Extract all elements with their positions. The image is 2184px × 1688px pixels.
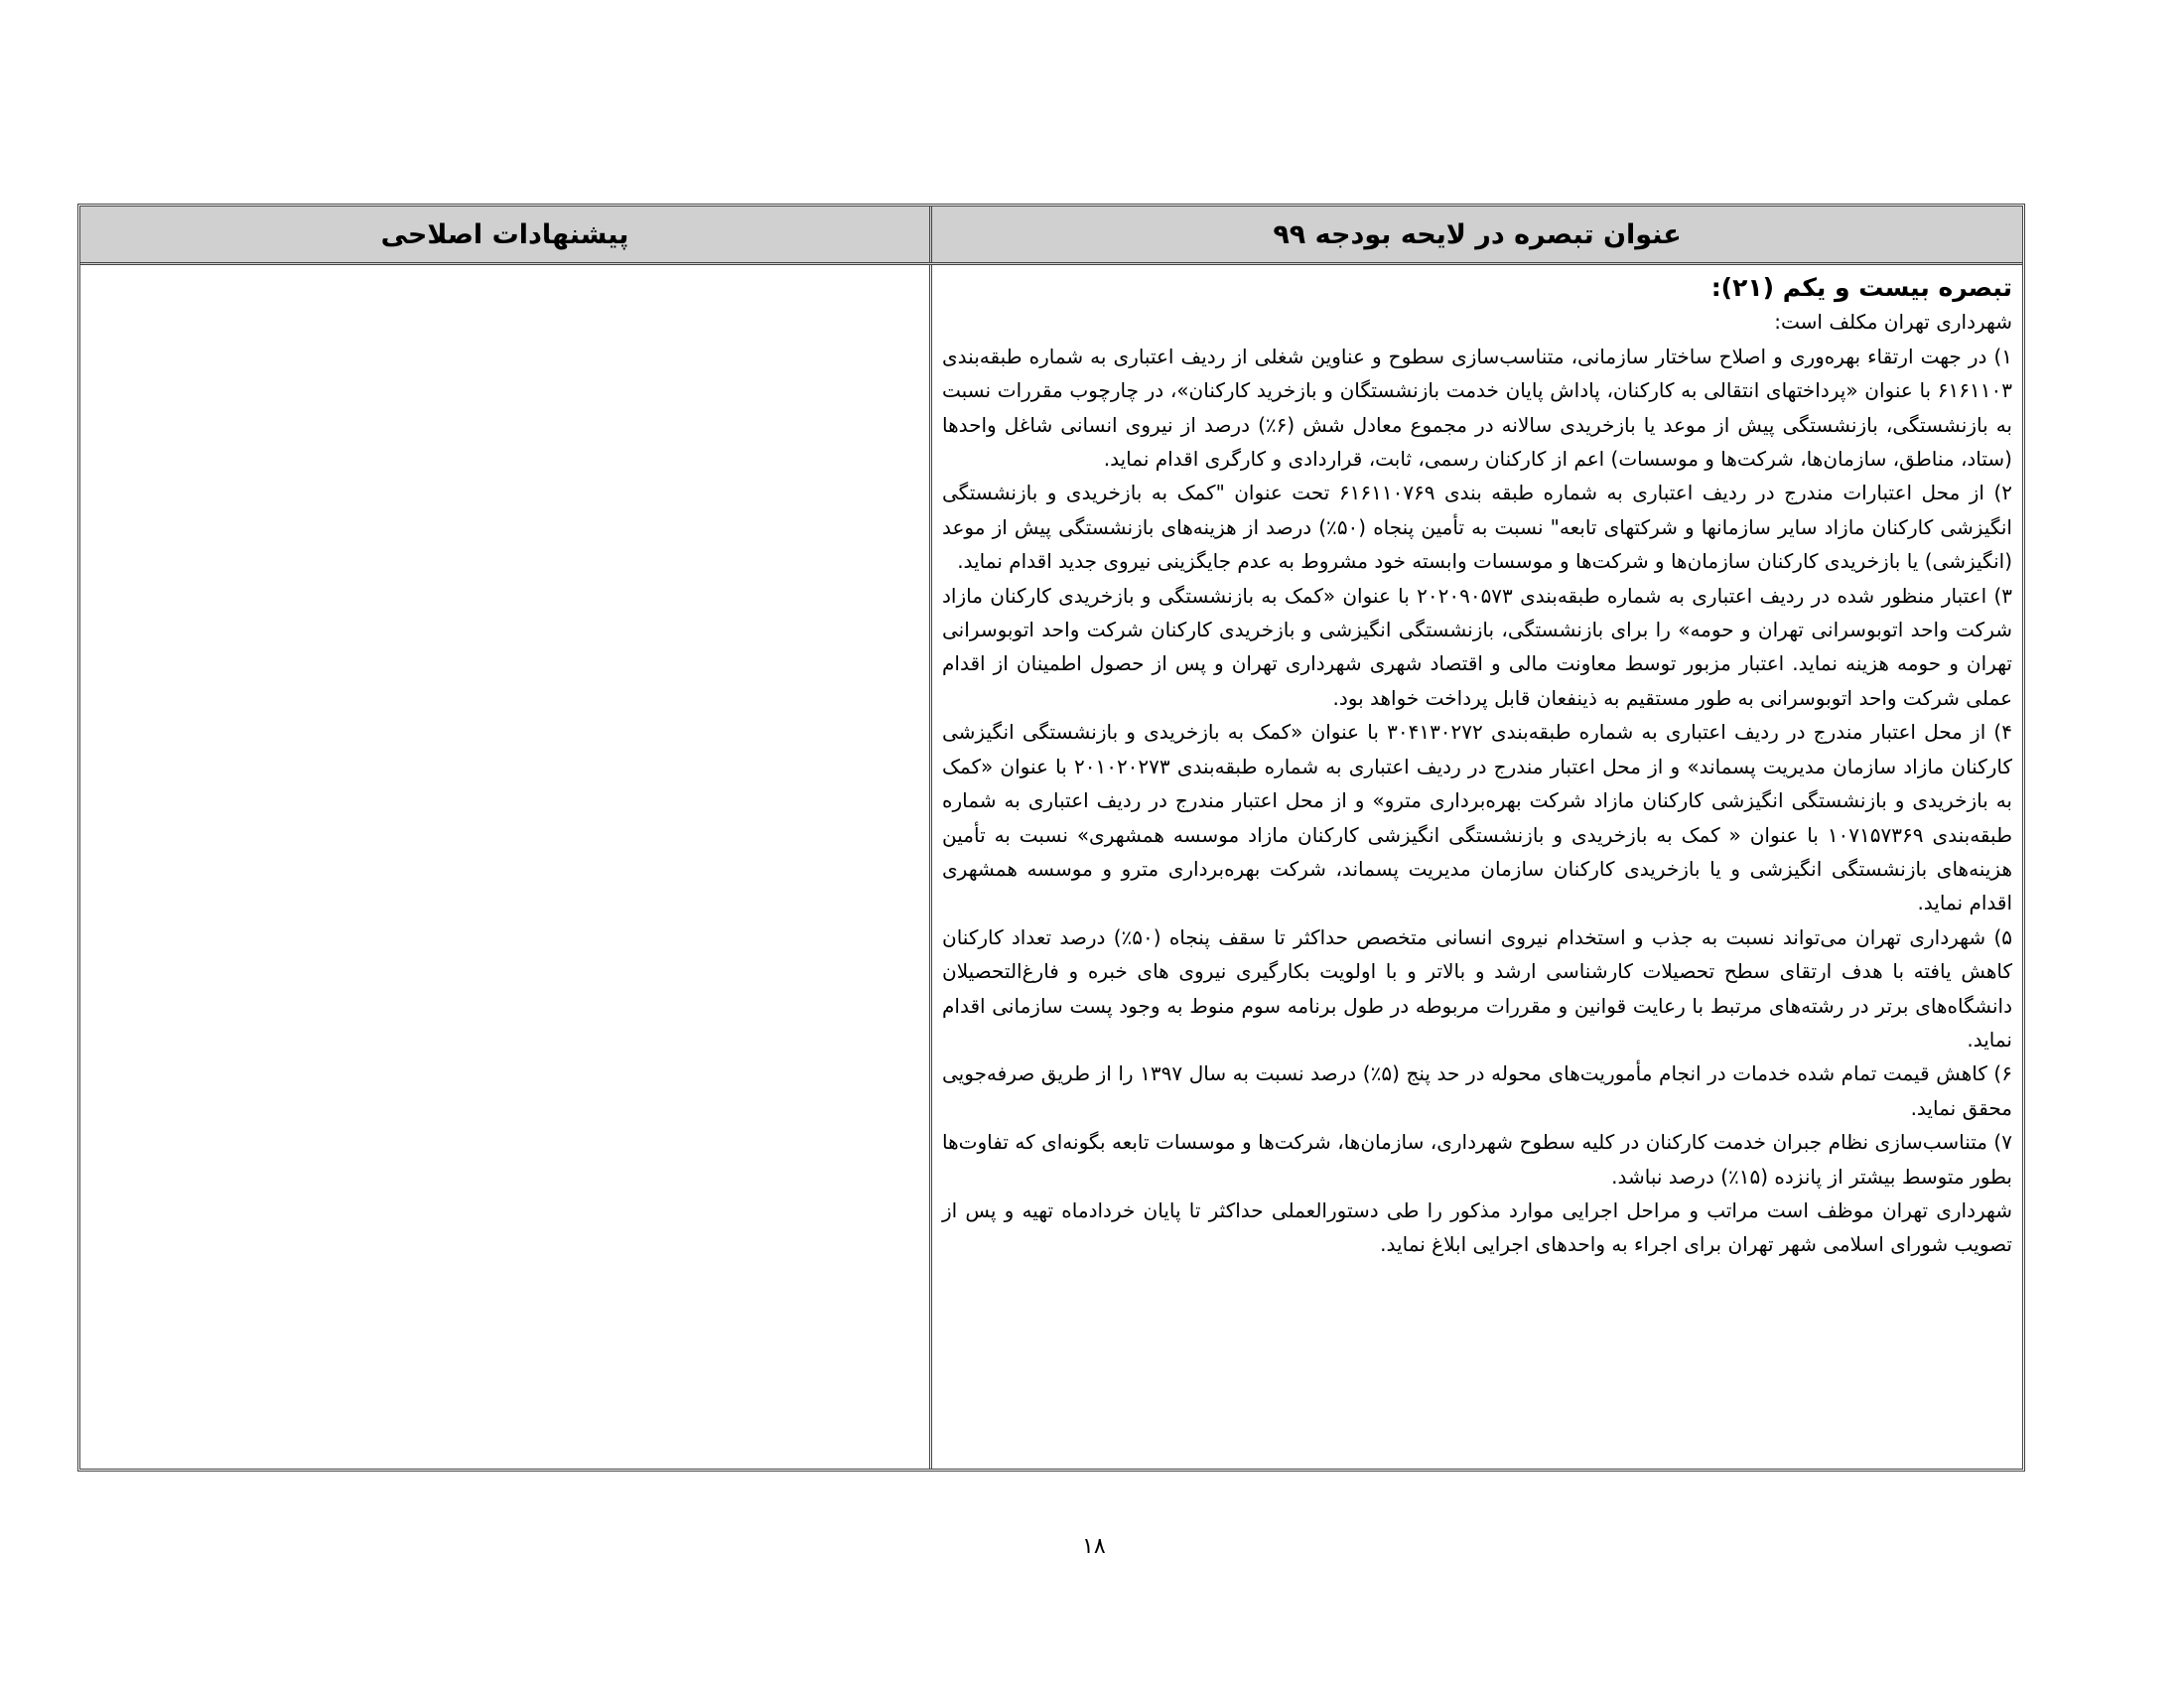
suggestions-cell — [80, 265, 932, 1469]
table-header — [80, 207, 2022, 265]
note-paragraph-7: ۷) متناسب‌سازی نظام جبران خدمت کارکنان در کلیه سطوح شهرداری، سازمان‌ها، شرکت‌ها و موسسات تابعه بگونه‌ای که تفاوت‌ها بطور متوسط بیشتر از پانزده (۱۵٪) درصد نباشد. — [942, 1130, 2012, 1189]
page-number: ۱۸ — [1082, 1534, 1106, 1559]
note-heading: تبصره بیست و یکم (۲۱): — [1710, 273, 2012, 302]
header-note-title: عنوان تبصره در لایحه بودجه ۹۹ — [1273, 218, 1682, 250]
note-intro: شهرداری تهران مکلف است: — [1774, 310, 2012, 335]
note-cell — [932, 265, 2022, 1469]
note-paragraph-1: ۱) در جهت ارتقاء بهره‌وری و اصلاح ساختار سازمانی، متناسب‌سازی سطوح و عناوین شغلی از ردیف اعتباری به شماره طبقه‌بندی ۶۱۶۱۱۰۳ با عنوان «پرداختهای انتقالی به کارکنان، پاداش پایان خدمت بازنشستگان و بازخرید کارکنان»، در چارچوب مقررات نسبت به بازنشستگی، بازنشستگی پیش از موعد یا بازخریدی سالانه در مجموع معادل شش (۶٪) درصد از نیروی انسانی شاغل واحدها (ستاد، مناطق، سازمان‌ها، شرکت‌ها و موسسات) اعم از کارکنان رسمی، ثابت، قراردادی و کارگری اقدام نماید. — [942, 344, 2012, 472]
note-paragraph-3: ۳) اعتبار منظور شده در ردیف اعتباری به شماره طبقه‌بندی ۲۰۲۰۹۰۵۷۳ با عنوان «کمک به بازنشستگی و بازخریدی کارکنان مازاد شرکت واحد اتوبوسرانی تهران و حومه» را برای بازنشستگی، بازنشستگی انگیزشی و بازخریدی کارکنان شرکت واحد اتوبوسرانی تهران و حومه هزینه نماید. اعتبار مزبور توسط معاونت مالی و اقتصاد شهری شهرداری تهران و پس از حصول اطمینان از اقدام عملی شرکت واحد اتوبوسرانی به طور مستقیم به ذینفعان قابل پرداخت خواهد بود. — [942, 583, 2012, 710]
note-paragraph-4: ۴) از محل اعتبار مندرج در ردیف اعتباری به شماره طبقه‌بندی ۳۰۴۱۳۰۲۷۲ با عنوان «کمک به بازخریدی و بازنشستگی انگیزشی کارکنان مازاد سازمان مدیریت پسماند» و از محل اعتبار مندرج در ردیف اعتباری به شماره طبقه‌بندی ۲۰۱۰۲۰۲۷۳ با عنوان «کمک به بازخریدی و بازنشستگی انگیزشی کارکنان مازاد شرکت بهره‌برداری مترو» و از محل اعتبار مندرج در ردیف اعتباری به شماره طبقه‌بندی ۱۰۷۱۵۷۳۶۹ با عنوان « کمک به بازخریدی و بازنشستگی انگیزشی کارکنان مازاد موسسه همشهری» نسبت به تأمین هزینه‌های بازنشستگی انگیزشی و یا بازخریدی کارکنان سازمان مدیریت پسماند، شرکت بهره‌برداری مترو و موسسه همشهری اقدام نماید. — [942, 720, 2012, 915]
budget-table — [77, 204, 2025, 1472]
note-paragraph-6: ۶) کاهش قیمت تمام شده خدمات در انجام مأموریت‌های محوله در حد پنج (۵٪) درصد نسبت به سال ۱۳۹۷ را از طریق صرفه‌جویی محقق نماید. — [942, 1061, 2012, 1120]
note-paragraph-2: ۲) از محل اعتبارات مندرج در ردیف اعتباری به شماره طبقه بندی ۶۱۶۱۱۰۷۶۹ تحت عنوان "کمک به بازخریدی و بازنشستگی انگیزشی کارکنان مازاد سایر سازمانها و شرکتهای تابعه" نسبت به تأمین پنجاه (۵۰٪) درصد از هزینه‌های بازنشستگی پیش از موعد (انگیزشی) یا بازخریدی کارکنان سازمان‌ها و شرکت‌ها و موسسات وابسته خود مشروط به عدم جایگزینی نیروی جدید اقدام نماید. — [942, 481, 2013, 574]
note-paragraph-5: ۵) شهرداری تهران می‌تواند نسبت به جذب و استخدام نیروی انسانی متخصص حداکثر تا سقف پنجاه (۵۰٪) درصد تعداد کارکنان کاهش یافته با هدف ارتقای سطح تحصیلات کارشناسی ارشد و بالاتر و با اولویت بکارگیری نیروی های خبره و فارغ‌التحصیلان دانشگاه‌های برتر در رشته‌های مرتبط با رعایت قوانین و مقررات مربوطه در طول برنامه سوم منوط به وجود پست سازمانی اقدام نماید. — [942, 924, 2012, 1052]
note-closing: شهرداری تهران موظف است مراتب و مراحل اجرایی موارد مذکور را طی دستورالعملی حداکثر تا پایان خردادماه تهیه و پس از تصویب شورای اسلامی شهر تهران برای اجراء به واحدهای اجرایی ابلاغ نماید. — [942, 1197, 2012, 1257]
header-suggestions: پیشنهادات اصلاحی — [80, 207, 932, 262]
table-row — [80, 265, 2022, 1469]
